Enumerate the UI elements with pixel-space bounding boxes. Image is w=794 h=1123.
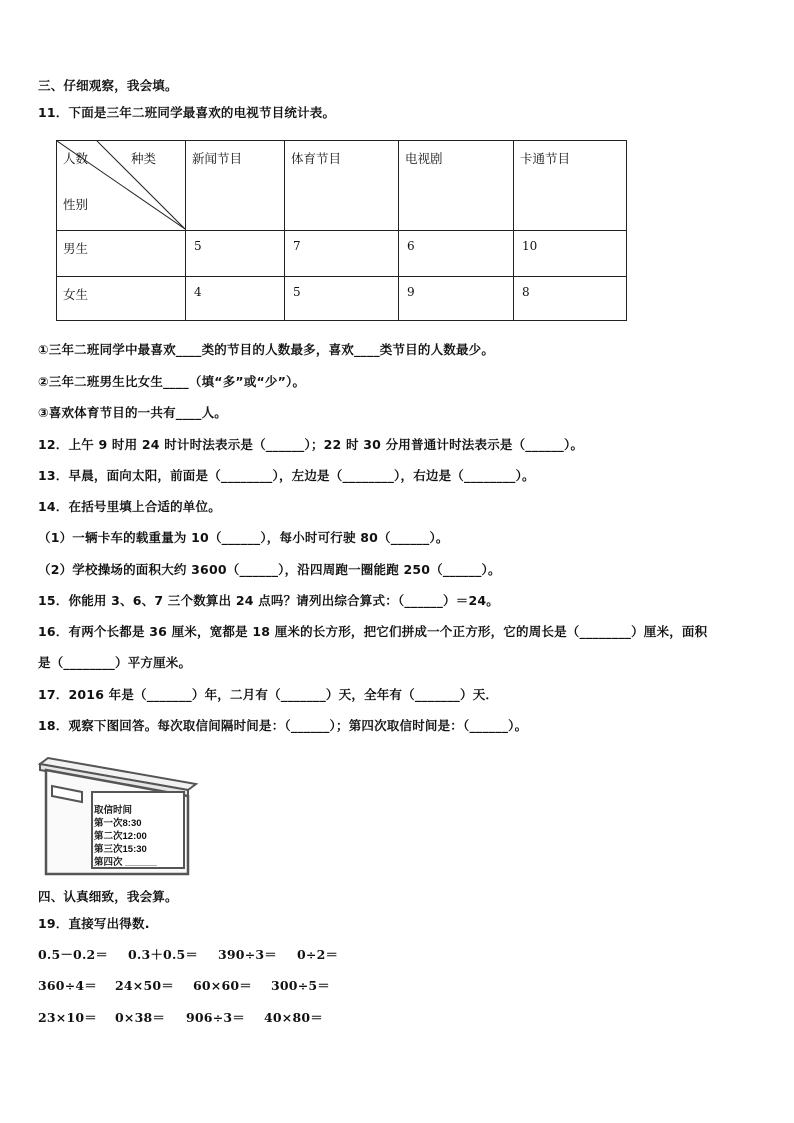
corner-label-gender: 性别	[63, 197, 89, 212]
table-cell: 10	[522, 239, 538, 253]
calc-item: 0÷2＝	[297, 947, 339, 962]
mailbox-illustration	[38, 756, 198, 876]
header-news: 新闻节目	[192, 151, 243, 166]
notice-line-1: 第一次8:30	[94, 818, 142, 829]
table-header-cell	[186, 141, 285, 231]
calc-item: 40×80＝	[264, 1010, 323, 1025]
q16-line2: 是（________）平方厘米。	[38, 655, 192, 670]
q13-text: 13．早晨，面向太阳，前面是（________），左边是（________），右边是（________）。	[38, 468, 535, 483]
q14-part2: （2）学校操场的面积大约 3600（______），沿四周跑一圈能跑 250（______）。	[38, 562, 501, 577]
q12-text: 12．上午 9 时用 24 时计时法表示是（______）；22 时 30 分用普通计时法表示是（______）。	[38, 437, 584, 452]
section-4-title: 四、认真细致，我会算。	[38, 889, 178, 904]
calc-item: 906÷3＝	[186, 1010, 245, 1025]
corner-label-count: 人数	[63, 151, 89, 166]
notice-line-2: 第二次12:00	[94, 831, 147, 842]
table-header-cell	[399, 141, 514, 231]
q19-stem: 19．直接写出得数.	[38, 916, 150, 931]
table-corner-cell	[57, 141, 186, 231]
q18-stem: 18．观察下图回答。每次取信间隔时间是：（______）；第四次取信时间是：（______）。	[38, 718, 528, 733]
table-cell: 7	[293, 239, 301, 253]
calc-item: 24×50＝	[115, 978, 174, 993]
notice-title: 取信时间	[94, 805, 133, 816]
table-cell: 8	[522, 285, 530, 299]
section-3-title: 三、仔细观察，我会填。	[38, 78, 178, 93]
notice-line-4: 第四次 ______	[94, 857, 157, 868]
table-row-girls	[57, 277, 627, 321]
table-cell: 5	[194, 239, 202, 253]
table-cell: 6	[407, 239, 415, 253]
calc-item: 60×60＝	[193, 978, 252, 993]
notice-line-3: 第三次15:30	[94, 844, 147, 855]
calc-item: 0.3＋0.5＝	[128, 947, 199, 962]
tv-program-table	[56, 140, 627, 321]
calc-item: 23×10＝	[38, 1010, 97, 1025]
q11-sub3: ③喜欢体育节目的一共有____人。	[38, 405, 227, 420]
header-sports: 体育节目	[291, 151, 342, 166]
row-label-girls: 女生	[63, 287, 89, 302]
header-tv-drama: 电视剧	[405, 151, 443, 166]
q11-sub2: ②三年二班男生比女生____（填“多”或“少”）。	[38, 374, 306, 389]
q15-text: 15．你能用 3、6、7 三个数算出 24 点吗？请列出综合算式：（______）＝24。	[38, 593, 499, 608]
calc-item: 360÷4＝	[38, 978, 97, 993]
q11-sub1: ①三年二班同学中最喜欢____类的节目的人数最多，喜欢____类节目的人数最少。	[38, 342, 495, 357]
table-cell: 5	[293, 285, 301, 299]
q16-line1: 16．有两个长都是 36 厘米，宽都是 18 厘米的长方形，把它们拼成一个正方形，它的周长是（________）厘米，面积	[38, 624, 708, 639]
table-header-cell	[285, 141, 399, 231]
header-cartoon: 卡通节目	[520, 151, 571, 166]
calc-item: 0.5－0.2＝	[38, 947, 109, 962]
corner-label-kind: 种类	[131, 151, 157, 166]
calc-item: 390÷3＝	[218, 947, 277, 962]
mail-pickup-notice	[94, 804, 157, 869]
q17-text: 17．2016 年是（_______）年，二月有（_______）天，全年有（_______）天．	[38, 687, 499, 702]
table-row-boys	[57, 231, 627, 277]
table-cell: 4	[194, 285, 202, 299]
table-header-cell	[514, 141, 627, 231]
table-cell: 9	[407, 285, 415, 299]
row-label-boys: 男生	[63, 241, 89, 256]
q14-stem: 14．在括号里填上合适的单位。	[38, 499, 221, 514]
q14-part1: （1）一辆卡车的载重量为 10（______），每小时可行驶 80（______）。	[38, 530, 449, 545]
q11-stem: 11．下面是三年二班同学最喜欢的电视节目统计表。	[38, 105, 336, 120]
calc-item: 0×38＝	[115, 1010, 166, 1025]
calc-item: 300÷5＝	[271, 978, 330, 993]
